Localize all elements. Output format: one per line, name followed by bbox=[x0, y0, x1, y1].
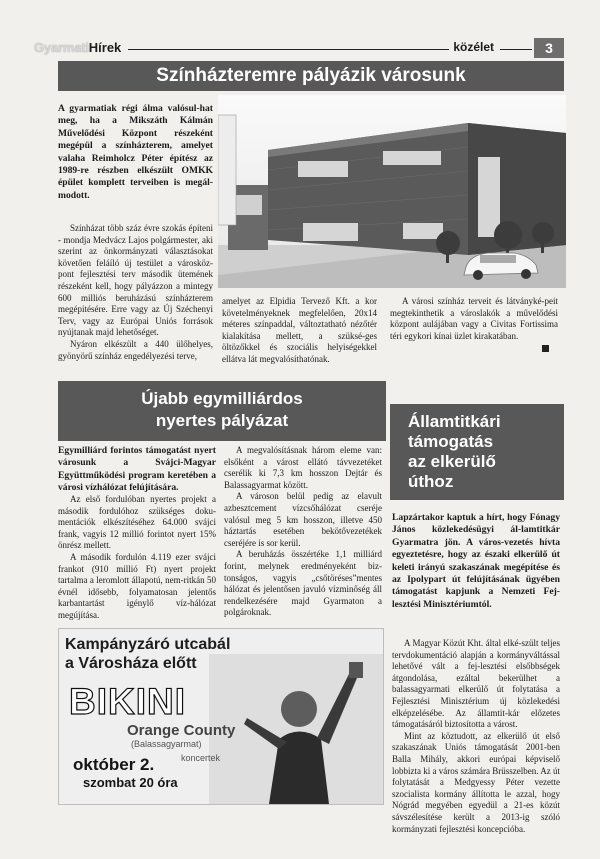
article1-paragraph: amelyet az Elpidia Tervező Kft. a kor követelményeknek megfelelően, 20x14 méteres színpaddal, változtatható nézőtér kialakítása mellett, a szüksé-ges öltözőkkel és szociális helyiségekkel ellátva lát megvalósíthatónak. bbox=[222, 296, 377, 364]
article3-lead-text: Lapzártakor kaptuk a hírt, hogy Fónagy János közlekedésügyi ál-lamtitkár Gyarmatra jön. A város-vezetés hívta egyeztetésre, hogy az északi elkerülő út keleti irányú szakaszának megépítése és az Ipolypart út felújításának ügyében támogatást kapjunk a Nemzeti Fej-lesztési Minisztériumtól. bbox=[392, 512, 560, 610]
section-label: közélet bbox=[453, 40, 494, 54]
ad-band-name: BIKINI bbox=[69, 681, 186, 722]
article2-title-line: Újabb egymilliárdos bbox=[141, 389, 303, 408]
article3-body bbox=[392, 638, 560, 835]
article2-lead-text: Egymilliárd forintos támogatást nyert városunk a Svájci-Magyar Együttműködési program keretében a városi vízhálózat felújítására. bbox=[58, 445, 216, 494]
article2-lead bbox=[58, 445, 216, 495]
article1-title: Színházteremre pályázik városunk bbox=[58, 61, 564, 91]
article2-paragraph: A második fordulón 4.119 ezer svájci frankot (910 millió Ft) nyert projekt tartalma a leromlott állapotú, nem-ritkán 50 évnél idősebb, folyamatosan jelentős karbantartást igénylő víz-hálózat megújítása. bbox=[58, 551, 216, 620]
article3-paragraph: Mint az köztudott, az elkerülő út első szakaszának Uniós támogatását 2001-ben Balla Mihály, akkori európai képviselő lobbizta ki a város számára Brüsszelben. Az út folytatását a Medgyessy Péter vezette szocialista kormány állította le azzal, hogy Nógrád megyében egyedül a 21-es közút sávszélesítése került a 2013-ig szóló kormányzati fejlesztési koncepcióba. bbox=[392, 730, 560, 834]
article3-title-line: úthoz bbox=[408, 472, 454, 491]
end-mark bbox=[542, 345, 549, 352]
article2-column1 bbox=[58, 494, 216, 622]
article1-lead bbox=[58, 103, 213, 202]
ad-koncert-label: koncertek bbox=[181, 753, 221, 763]
article1-paragraph: Színházat több száz évre szokás építeni - mondja Medvácz Lajos polgármester, aki szerint az önkormányzati választásokat követően feláíló új testület a városköz-pont fejlesztési terv második ütemének részeként kell, hogy pályázzon a mintegy 600 milliós beruházású színházterem megépítésére. Erre vagy az Új Széchenyi Terv, vagy az Európai Uniós források nyújtanak majd lehetőséget. bbox=[58, 223, 213, 338]
article2-paragraph: A megvalósításnak három eleme van: elsőként a várost ellátó távvezetéket cserélik ki 7,3 km hosszon Dejtár és Balassagyarmat között. bbox=[224, 445, 382, 490]
masthead bbox=[34, 38, 564, 60]
header-rule-right bbox=[500, 49, 532, 50]
concert-advertisement bbox=[58, 628, 384, 805]
article1-column3 bbox=[390, 296, 558, 342]
header-rule bbox=[128, 49, 449, 50]
brand-hirek: Hírek bbox=[88, 40, 122, 55]
article3-title-line: az elkerülő bbox=[408, 452, 496, 471]
article3-title-line: Államtitkári bbox=[408, 412, 501, 431]
article2-title bbox=[58, 381, 386, 441]
brand-gyarmati: Gyarmati bbox=[34, 40, 89, 55]
article2-paragraph: A beruházás összértéke 1,1 milliárd forint, melynek eredményeként biz-tonságos, vagyis „csőtöréses”mentes hálózat és jelentősen javuló vízminőség áll rendelkezésére majd Gyarmaton a polgároknak. bbox=[224, 549, 382, 618]
article1-column2 bbox=[222, 296, 377, 366]
article3-title-line: támogatás bbox=[408, 432, 494, 451]
article3-title bbox=[390, 404, 564, 500]
ad-headline-line: Kampányzáró utcabál bbox=[65, 636, 231, 653]
building-illustration bbox=[218, 95, 566, 288]
article1-paragraph: A városi színház terveit és látványké-peit megtekinthetik a városlakók a művelődési központ aulájában vagy a Civitas Fortissima téri egykori kínai üzlet kirakatában. bbox=[390, 296, 558, 341]
article1-paragraph: Nyáron elkészült a 440 ülőhelyes, gyönyörű színház engedélyezési terve, bbox=[58, 338, 213, 361]
article1-lead-text: A gyarmatiak régi álma valósul-hat meg, ha a Mikszáth Kálmán Művelődési Központ részeként megépül a színházterem, amelyet valaha Reimholcz Péter építész az 1989-re részben elkészült OMKK épület komplett terveiben is megál-modott. bbox=[58, 103, 213, 201]
article3-lead bbox=[392, 512, 560, 611]
article1-column1 bbox=[58, 223, 213, 362]
ad-time: szombat 20 óra bbox=[83, 775, 178, 790]
ad-headline-line: a Városháza előtt bbox=[65, 655, 197, 672]
article3-paragraph: A Magyar Közút Kht. által elké-szült teljes tervdokumentáció alapján a kormányváltással lehetővé vált a fej-lesztési elsőbbségek átgondolása, ezáltal bekerülhet a balassagyarmati elkerülő út folytatása a Fejlesztési Minisztérium új közlekedési elképzelésébe. Az államtit-kár előzetes támogatásáról biztosította a várost. bbox=[392, 638, 560, 730]
article2-column2 bbox=[224, 445, 382, 619]
article2-paragraph: Az első fordulóban nyertes projekt a második fordulóhoz szükséges doku-mentációk elkészítéséhez 64.000 svájci frank, vagyis 12 millió forintot nyert 15% önrész mellett. bbox=[58, 494, 216, 551]
ad-date: október 2. bbox=[73, 755, 155, 774]
ad-band2-name: Orange County bbox=[127, 722, 236, 739]
ad-band2-location: (Balassagyarmat) bbox=[131, 739, 202, 749]
page-number: 3 bbox=[534, 38, 564, 58]
article2-title-line: nyertes pályázat bbox=[155, 411, 289, 430]
ad-headline bbox=[65, 635, 230, 673]
article2-paragraph: A városon belül pedig az elavult azbesztcement vízcsőhálózat cseréje valósul meg 5 km hosszon, illetve 450 háztartás esetében bekötővezetékek cseréjére is sor kerül. bbox=[224, 491, 382, 548]
theater-rendering-image bbox=[218, 95, 566, 288]
brand-logo bbox=[34, 40, 121, 55]
